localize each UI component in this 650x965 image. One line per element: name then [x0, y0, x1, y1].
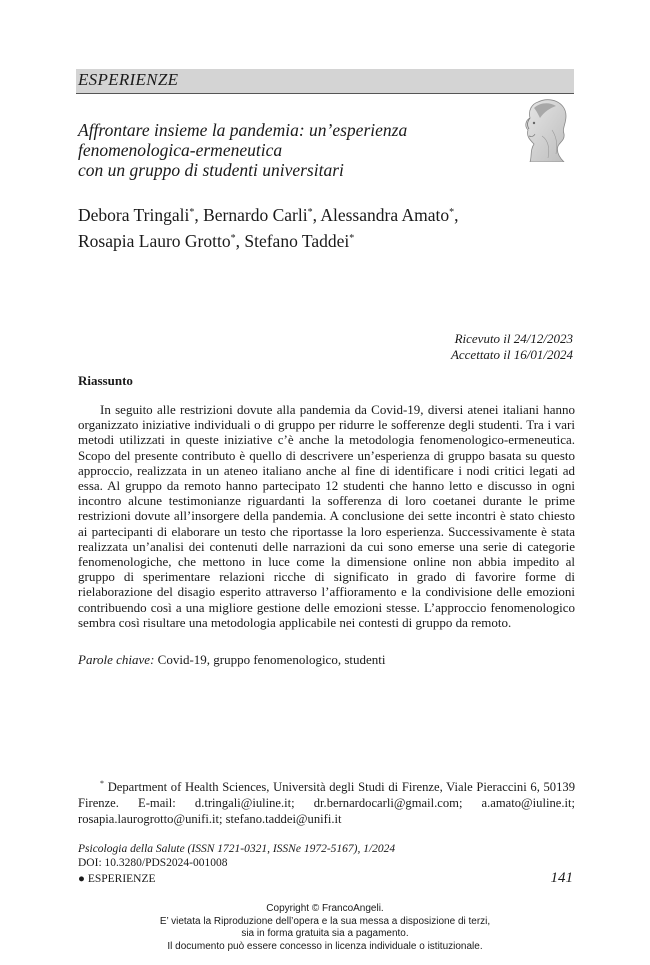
- title-line: con un gruppo di studenti universitari: [78, 160, 344, 180]
- submission-dates: [451, 331, 573, 363]
- author-list: [78, 201, 578, 253]
- footer-section-label: ● ESPERIENZE: [78, 873, 156, 885]
- copyright-line: sia in forma gratuita sia a pagamento.: [241, 928, 409, 939]
- abstract-text: In seguito alle restrizioni dovute alla pandemia da Covid-19, diversi atenei italiani hanno organizzato iniziative individuali o di gruppo per ridurre le sofferenze degli studenti. Tra i vari metodi utilizzati in queste iniziative c’è anche la metodologia fenomenologico-ermeneutica. Scopo del presente contributo è quello di descrivere un’esperienza di gruppo basata su questo approccio, realizzata in un ateneo italiano anche al fine di identificare i nodi critici legati ad essa. Al gruppo da remoto hanno partecipato 12 studenti che hanno letto e discusso in ogni incontro alcune testimonianze riguardanti la sofferenza di loro coetanei durante le prime restrizioni dovute all’insorgere della pandemia. A conclusione dei sette incontri è stato chiesto ai partecipanti di elaborare un testo che riportasse la loro esperienza. Successivamente è stata realizzata un’analisi dei contenuti delle narrazioni da cui sono emerse una serie di categorie fenomenologiche, che mettono in luce come la dimensione online non abbia impedito al gruppo di sperimentare relazioni ricche di significato in grado di favorire forme di rielaborazione del disagio esperito attraverso l’affioramento e la condivisione delle emozioni contribuendo così a una migliore gestione delle emozioni stesse. L’approccio fenomenologico sembra così risultare una metodologia applicabile nei contesti di gruppo da remoto.: [78, 402, 575, 630]
- author-name: Debora Tringali: [78, 205, 190, 225]
- author-name: Alessandra Amato: [320, 205, 450, 225]
- author-name: Bernardo Carli: [203, 205, 308, 225]
- affiliation-mark: *: [349, 233, 355, 244]
- author-name: Stefano Taddei: [244, 231, 350, 251]
- journal-citation: Psicologia della Salute (ISSN 1721-0321, ISSNe 1972-5167), 1/2024: [78, 843, 396, 855]
- copyright-line: Il documento può essere concesso in licenza individuale o istituzionale.: [167, 940, 483, 952]
- keywords-value: Covid-19, gruppo fenomenologico, studenti: [157, 652, 386, 667]
- abstract-heading: Riassunto: [78, 373, 133, 388]
- affiliation-footnote: [78, 776, 575, 827]
- author-name: Rosapia Lauro Grotto: [78, 231, 231, 251]
- footnote-mark: *: [100, 779, 104, 788]
- article-title: [78, 120, 498, 180]
- copyright-line: E’ vietata la Riproduzione dell’opera e la sua messa a disposizione di terzi,: [159, 915, 491, 927]
- portrait-icon: [520, 96, 574, 162]
- title-line: fenomenologica-ermeneutica: [78, 140, 283, 160]
- section-header-bar: [76, 69, 574, 94]
- doi: DOI: 10.3280/PDS2024-001008: [78, 857, 228, 869]
- section-label: ESPERIENZE: [78, 70, 179, 89]
- footnote-text: Department of Health Sciences, Università degli Studi di Firenze, Viale Pieraccini 6, 50139 Firenze. E-mail: d.tringali@iuline.it; dr.bernardocarli@gmail.com; a.amato@iuline.it; rosapia.laurogrotto@unifi.it; stefano.taddei@unifi.it: [78, 780, 575, 826]
- affiliation-mark: *: [230, 233, 236, 244]
- title-line: Affrontare insieme la pandemia: un’esperienza: [78, 120, 408, 140]
- author-line: Debora Tringali*, Bernardo Carli*, Alessandra Amato*,: [78, 205, 459, 225]
- affiliation-mark: *: [189, 207, 195, 218]
- keywords: [78, 652, 386, 668]
- keywords-label: Parole chiave:: [78, 652, 155, 667]
- accepted-date: Accettato il 16/01/2024: [450, 347, 573, 362]
- copyright-notice: [0, 903, 650, 953]
- affiliation-mark: *: [449, 207, 455, 218]
- affiliation-mark: *: [307, 207, 313, 218]
- received-date: Ricevuto il 24/12/2023: [454, 331, 573, 346]
- page-number: 141: [550, 870, 573, 886]
- author-line: Rosapia Lauro Grotto*, Stefano Taddei*: [78, 231, 355, 251]
- copyright-line: Copyright © FrancoAngeli.: [266, 903, 384, 914]
